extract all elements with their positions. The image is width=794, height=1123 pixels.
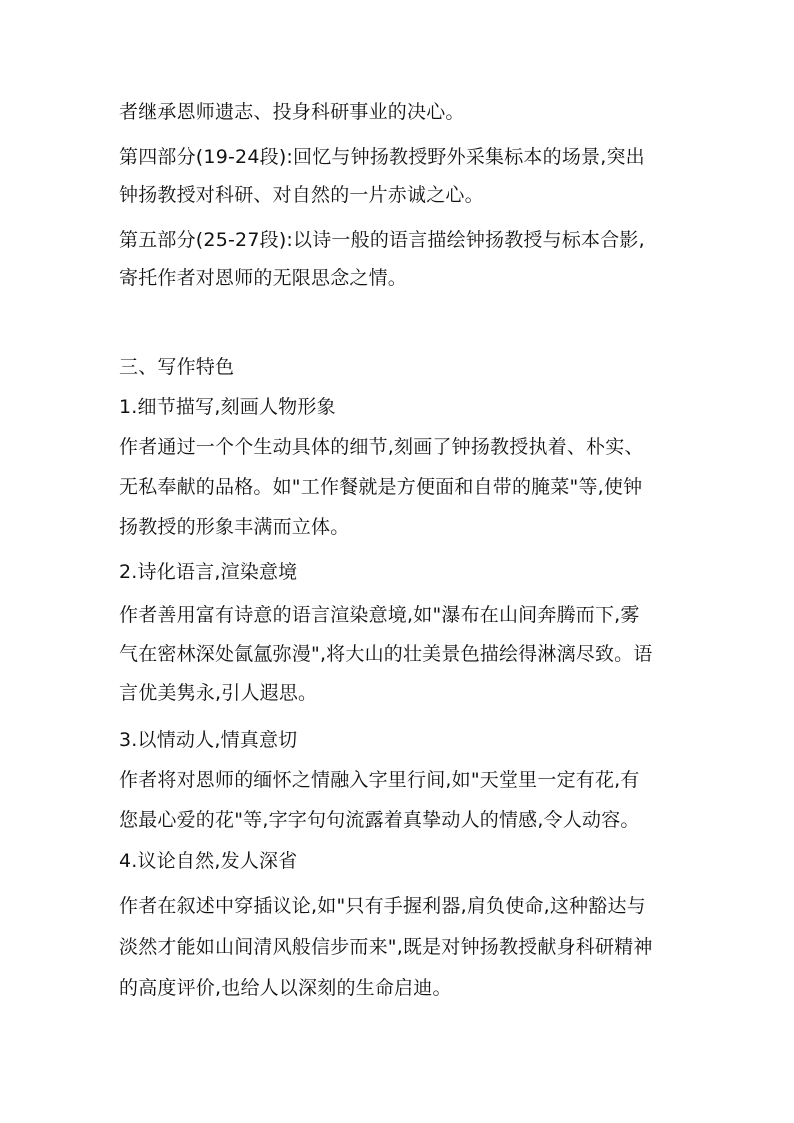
subheading: 2.诗化语言,渲染意境 — [119, 561, 298, 583]
section-heading: 三、写作特色 — [119, 356, 235, 378]
paragraph-line: 寄托作者对恩师的无限思念之情。 — [119, 267, 408, 289]
paragraph-line: 淡然才能如山间清风般信步而来",既是对钟扬教授献身科研精神 — [119, 936, 653, 958]
paragraph-line: 言优美隽永,引人遐思。 — [119, 682, 318, 704]
paragraph-line: 者继承恩师遗志、投身科研事业的决心。 — [119, 101, 465, 123]
paragraph-line: 无私奉献的品格。如"工作餐就是方便面和自带的腌菜"等,使钟 — [119, 476, 643, 498]
subheading: 4.议论自然,发人深省 — [119, 850, 298, 872]
paragraph-line: 第四部分(19-24段):回忆与钟扬教授野外采集标本的场景,突出 — [119, 146, 645, 168]
paragraph-line: 作者善用富有诗意的语言渲染意境,如"瀑布在山间奔腾而下,雾 — [119, 604, 640, 626]
paragraph-line: 作者将对恩师的缅怀之情融入字里行间,如"天堂里一定有花,有 — [119, 769, 640, 791]
paragraph-line: 第五部分(25-27段):以诗一般的语言描绘钟扬教授与标本合影, — [119, 229, 645, 251]
paragraph-line: 的高度评价,也给人以深刻的生命启迪。 — [119, 977, 452, 999]
paragraph-line: 扬教授的形象丰满而立体。 — [119, 516, 350, 538]
paragraph-line: 作者通过一个个生动具体的细节,刻画了钟扬教授执着、朴实、 — [119, 436, 644, 458]
paragraph-line: 气在密林深处氤氲弥漫",将大山的壮美景色描绘得淋漓尽致。语 — [119, 643, 653, 665]
paragraph-line: 钟扬教授对科研、对自然的一片赤诚之心。 — [119, 184, 484, 206]
paragraph-line: 作者在叙述中穿插议论,如"只有手握利器,肩负使命,这种豁达与 — [119, 895, 646, 917]
paragraph-line: 您最心爱的花"等,字字句句流露着真挚动人的情感,令人动容。 — [119, 809, 640, 831]
subheading: 1.细节描写,刻画人物形象 — [119, 396, 336, 418]
subheading: 3.以情动人,情真意切 — [119, 729, 298, 751]
